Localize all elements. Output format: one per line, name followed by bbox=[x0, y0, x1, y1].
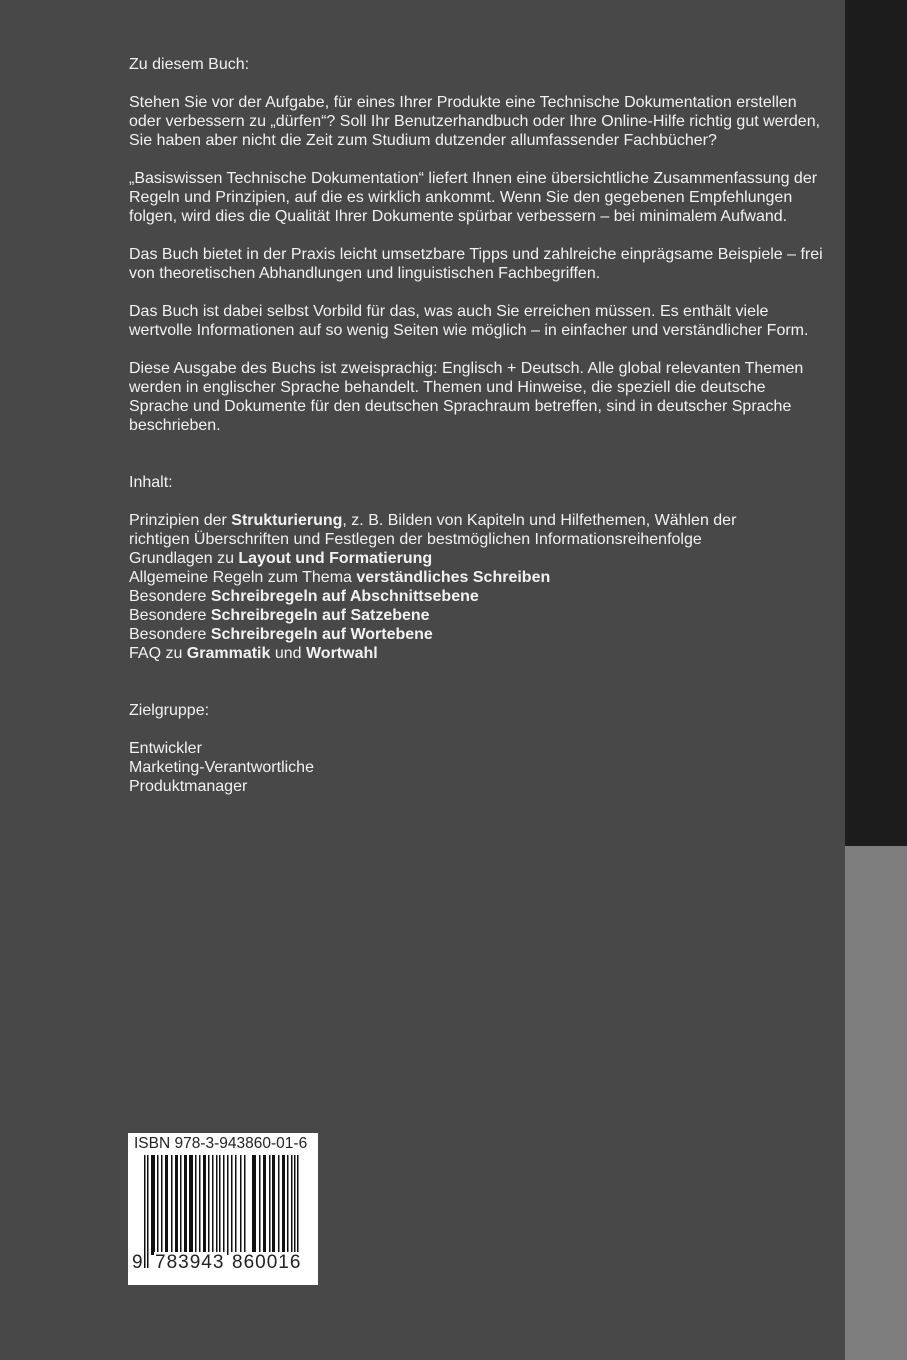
audience-item: Produktmanager bbox=[129, 778, 248, 795]
audience-heading: Zielgruppe: bbox=[129, 702, 210, 719]
isbn-label: ISBN 978-3-943860-01-6 bbox=[134, 1135, 308, 1152]
spine-dark-panel bbox=[845, 0, 907, 846]
isbn-barcode: ISBN 978-3-943860-01-6 9 783943 860016 bbox=[128, 1133, 318, 1285]
contents-item: Besondere Schreibregeln auf Satzebene bbox=[129, 607, 430, 624]
contents-heading: Inhalt: bbox=[129, 474, 173, 491]
about-heading: Zu diesem Buch: bbox=[129, 56, 250, 73]
audience-item: Marketing-Verantwortliche bbox=[129, 759, 314, 776]
contents-list bbox=[129, 511, 829, 663]
contents-item: Prinzipien der Strukturierung, z. B. Bilden von Kapiteln und Hilfethemen, Wählen der bbox=[129, 512, 737, 529]
contents-item-continued: richtigen Überschriften und Festlegen der bestmöglichen Informationsreihenfolge bbox=[129, 531, 702, 548]
back-cover-text bbox=[129, 55, 829, 796]
paragraph-summary: „Basiswissen Technische Dokumentation“ liefert Ihnen eine übersichtliche Zusammenfassung der Regeln und Prinzipien, auf die es wirklich ankommt. Wenn Sie den gegebenen Empfehlungen folgen, wird dies die Qualität Ihrer Dokumente spürbar verbessern – bei minimalem Aufwand. bbox=[129, 170, 818, 225]
contents-item: FAQ zu Grammatik und Wortwahl bbox=[129, 645, 378, 662]
paragraph-intro: Stehen Sie vor der Aufgabe, für eines Ihrer Produkte eine Technische Dokumentation erstellen oder verbessern zu „dürfen“? Soll Ihr Benutzerhandbuch oder Ihre Online-Hilfe richtig gut werden, Sie haben aber nicht die Zeit zum Studium dutzender allumfassender Fachbücher? bbox=[129, 94, 821, 149]
paragraph-practice: Das Buch bietet in der Praxis leicht umsetzbare Tipps und zahlreiche einprägsame Beispiele – frei von theoretischen Abhandlungen und linguistischen Fachbegriffen. bbox=[129, 246, 823, 282]
paragraph-bilingual: Diese Ausgabe des Buchs ist zweisprachig: Englisch + Deutsch. Alle global relevanten Themen werden in englischer Sprache behandelt. Themen und Hinweise, die speziell die deutsche Sprache und Dokumente für den deutschen Sprachraum betreffen, sind in deutscher Sprache beschrieben. bbox=[129, 360, 804, 434]
contents-item: Besondere Schreibregeln auf Wortebene bbox=[129, 626, 433, 643]
contents-item: Grundlagen zu Layout und Formatierung bbox=[129, 550, 433, 567]
spine-gray-panel bbox=[845, 846, 907, 1360]
paragraph-model: Das Buch ist dabei selbst Vorbild für das, was auch Sie erreichen müssen. Es enthält viele wertvolle Informationen auf so wenig Seiten wie möglich – in einfacher und verständlicher Form. bbox=[129, 303, 809, 339]
audience-item: Entwickler bbox=[129, 740, 202, 757]
contents-item: Allgemeine Regeln zum Thema verständliches Schreiben bbox=[129, 569, 551, 586]
contents-item: Besondere Schreibregeln auf Abschnittsebene bbox=[129, 588, 479, 605]
audience-list bbox=[129, 739, 829, 796]
